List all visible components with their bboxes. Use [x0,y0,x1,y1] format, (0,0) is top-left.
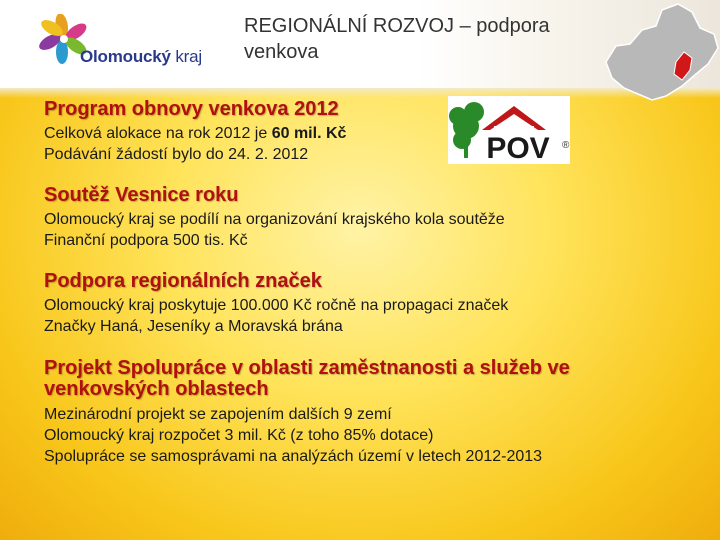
slide-title: REGIONÁLNÍ ROZVOJ – podpora venkova [244,15,550,63]
pov-logo [448,96,578,164]
section-text-line: Olomoucký kraj se podílí na organizování krajského kola soutěže [44,211,505,228]
section-text-line: Olomoucký kraj poskytuje 100.000 Kč ročně na propagaci značek [44,297,509,314]
section-text-line: Podávání žádostí bylo do 24. 2. 2012 [44,146,309,163]
section-regionalni-znacky [44,271,508,337]
section-projekt-spoluprace [44,358,570,467]
czech-republic-map-icon [596,0,720,112]
section-program-obnovy [44,99,346,165]
registered-mark: ® [562,140,570,151]
section-heading: venkovských oblastech [44,378,269,400]
section-text-line: Olomoucký kraj rozpočet 3 mil. Kč (z toho 85% dotace) [44,427,434,444]
section-text-line: Celková alokace na rok 2012 je 60 mil. Kč [44,125,347,142]
section-heading: Soutěž Vesnice roku [44,184,239,206]
section-heading: Projekt Spolupráce v oblasti zaměstnanosti a služeb ve [44,357,570,379]
logo-wordmark: Olomoucký kraj [80,47,202,66]
section-text-line: Finanční podpora 500 tis. Kč [44,232,248,249]
section-text-line: Značky Haná, Jeseníky a Moravská brána [44,318,343,335]
section-text-line: Mezinárodní projekt se zapojením dalších 9 zemí [44,406,392,423]
section-heading: Program obnovy venkova 2012 [44,98,339,120]
section-text-line: Spolupráce se samosprávami na analýzách území v letech 2012-2013 [44,448,543,465]
pov-logo-graphic [448,96,578,164]
section-vesnice-roku [44,185,505,251]
svg-text:POV: POV [486,132,550,164]
olomoucky-kraj-logo [36,14,226,76]
section-heading: Podpora regionálních značek [44,270,322,292]
